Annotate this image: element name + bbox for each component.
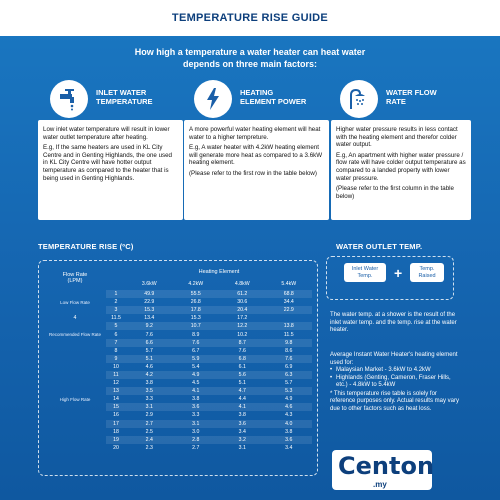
- flow-rate-cell: 18: [113, 428, 119, 435]
- temperature-cell: 20.4: [219, 306, 266, 314]
- card-text: Higher water pressure results in less contact with the heating element and therefor colder water output.: [336, 126, 458, 149]
- flow-group-label: Recommended Flow Rate: [48, 332, 102, 338]
- temperature-cell: 4.1: [173, 387, 220, 395]
- temperature-cell: 22.9: [266, 306, 313, 314]
- temperature-cell: 2.3: [145, 444, 153, 451]
- factor-title-inlet: INLET WATER TEMPERATURE: [96, 88, 153, 106]
- table-row: [44, 322, 312, 330]
- temperature-cell: 3.1: [173, 420, 220, 428]
- temperature-cell: 5.7: [145, 347, 153, 354]
- temperature-cell: 34.4: [283, 299, 294, 306]
- temperature-cell: 6.7: [192, 347, 200, 354]
- disclaimer: * This temperature rise table is solely for reference purposes only. Actual results may vary due to other factors such as heat loss.: [330, 390, 459, 412]
- card-text: Low inlet water temperature will result in lower water outlet temperature after heating.: [43, 126, 170, 141]
- temperature-cell: 4.7: [219, 387, 266, 395]
- average-heater-info: [330, 352, 462, 413]
- list-item: • Highlands (Genting, Cameron, Fraser Hills, etc.) - 4.8kW to 5.4kW: [330, 375, 462, 390]
- temperature-cell: 5.6: [219, 371, 266, 379]
- table-row: [44, 290, 312, 298]
- temperature-cell: 4.6: [145, 363, 153, 370]
- temp-raised-pill: Temp. Raised: [410, 263, 444, 282]
- factor-card-heating: [184, 120, 329, 220]
- temperature-cell: 3.6: [173, 403, 220, 411]
- lightning-icon: [194, 80, 232, 118]
- factor-card-inlet: [38, 120, 183, 220]
- temperature-cell: 8.7: [219, 339, 266, 347]
- shower-icon: [340, 80, 378, 118]
- flow-rate-header: Flow Rate (LPM): [62, 272, 88, 284]
- inlet-temp-pill: Inlet Water Temp.: [344, 263, 386, 282]
- temperature-cell: 17.8: [173, 306, 220, 314]
- temperature-cell: 2.8: [173, 436, 220, 444]
- temperature-cell: 7.6: [173, 339, 220, 347]
- outlet-section-title: WATER OUTLET TEMP.: [336, 242, 423, 251]
- temperature-cell: 7.6: [145, 331, 153, 338]
- table-section-title: TEMPERATURE RISE (ºC): [38, 242, 134, 251]
- temperature-cell: 3.8: [145, 380, 153, 387]
- temperature-cell: 5.1: [126, 355, 173, 363]
- column-header: 4.8kW: [234, 281, 250, 287]
- logo-suffix: .my: [373, 480, 387, 489]
- flow-rate-cell: 5: [106, 322, 126, 330]
- tap-icon: [50, 80, 88, 118]
- temperature-cell: 3.0: [192, 428, 200, 435]
- temperature-cell: 5.1: [238, 380, 246, 387]
- factor-title-heating: HEATING ELEMENT POWER: [240, 88, 307, 106]
- temperature-cell: 3.8: [192, 396, 200, 403]
- temperature-cell: 17.2: [237, 315, 248, 322]
- temperature-cell: 9.2: [126, 322, 173, 330]
- temperature-cell: 2.5: [145, 428, 153, 435]
- temperature-cell: 10.7: [173, 322, 220, 330]
- temperature-cell: 11.5: [283, 331, 294, 338]
- flow-rate-cell: 7: [106, 339, 126, 347]
- temperature-rise-table: [44, 266, 312, 452]
- flow-rate-cell: 10: [113, 363, 119, 370]
- temperature-cell: 13.4: [144, 315, 155, 322]
- temperature-cell: 68.8: [266, 290, 313, 298]
- factor-title-flow: WATER FLOW RATE: [386, 88, 437, 106]
- flow-rate-cell: 2: [114, 299, 118, 306]
- temperature-cell: 5.9: [173, 355, 220, 363]
- temperature-cell: 5.4: [192, 363, 200, 370]
- temperature-cell: 30.6: [237, 299, 248, 306]
- flow-rate-cell: 15: [106, 403, 126, 411]
- temperature-cell: 2.9: [145, 412, 153, 419]
- intro-text: How high a temperature a water heater can heat water depends on three main factors:: [134, 47, 366, 69]
- temperature-cell: 3.4: [238, 428, 246, 435]
- temperature-cell: 61.2: [219, 290, 266, 298]
- temperature-cell: 4.5: [192, 380, 200, 387]
- title-bar: [0, 0, 500, 36]
- temperature-cell: 49.9: [126, 290, 173, 298]
- temperature-cell: 7.6: [238, 347, 246, 354]
- temperature-cell: 3.2: [219, 436, 266, 444]
- temperature-cell: 3.5: [126, 387, 173, 395]
- list-item: • Malaysian Market - 3.6kW to 4.2kW: [330, 367, 462, 375]
- temperature-cell: 3.3: [192, 412, 200, 419]
- temperature-cell: 3.8: [238, 412, 246, 419]
- card-text: E.g, If the same heaters are used in KL City Centre and in Genting Highlands, the one used in KL City Centre will have hotter output temperature as compared to the heater that is being used in Genting Highlands.: [43, 144, 172, 182]
- temperature-cell: 11.5: [111, 315, 121, 322]
- flow-rate-cell: 8: [114, 347, 118, 354]
- temperature-cell: 22.9: [144, 299, 155, 306]
- temperature-cell: 15.3: [126, 306, 173, 314]
- temperature-cell: 3.8: [285, 428, 293, 435]
- heating-element-header: Heating Element: [198, 269, 240, 275]
- temperature-cell: 4.9: [173, 371, 220, 379]
- card-text: A more powerful water heating element will heat water to a higher tempreture.: [189, 126, 321, 141]
- outlet-explanation: The water temp. at a shower is the result of the inlet water temp. and the temp. rise at the water heater.: [330, 312, 457, 333]
- average-heater-title: Average Instant Water Heater's heating element used for:: [330, 352, 458, 366]
- flow-rate-cell: 16: [113, 412, 119, 419]
- flow-rate-cell: 1: [106, 290, 126, 298]
- temperature-cell: 4.4: [238, 396, 246, 403]
- temperature-cell: 4.9: [285, 396, 293, 403]
- flow-rate-cell: 11: [106, 371, 126, 379]
- factor-card-flow: [331, 120, 471, 220]
- column-header: 3.6kW: [141, 281, 157, 287]
- table-row: [44, 347, 312, 355]
- temperature-cell: 2.7: [126, 420, 173, 428]
- temperature-cell: 10.2: [237, 331, 248, 338]
- temperature-cell: 3.6: [266, 436, 313, 444]
- card-text: E.g, A water heater with 4.2kW heating element will generate more heat as compared to a 3.6kW heating element.: [189, 144, 323, 167]
- logo-text: Centon: [338, 452, 435, 480]
- temperature-cell: 4.0: [266, 420, 313, 428]
- flow-rate-cell: 3: [106, 306, 126, 314]
- column-header: 5.4kW: [281, 281, 297, 287]
- flow-rate-cell: 12: [113, 380, 119, 387]
- flow-rate-cell: 17: [106, 420, 126, 428]
- temperature-cell: 3.1: [238, 444, 246, 451]
- temperature-cell: 6.1: [238, 363, 246, 370]
- temperature-cell: 8.9: [192, 331, 200, 338]
- temperature-cell: 4.3: [285, 412, 293, 419]
- flow-rate-cell: 4: [73, 315, 77, 322]
- temperature-cell: 2.7: [192, 444, 200, 451]
- temperature-cell: 6.8: [219, 355, 266, 363]
- flow-rate-cell: 14: [113, 396, 119, 403]
- column-header: 4.2kW: [188, 281, 204, 287]
- flow-rate-cell: 19: [106, 436, 126, 444]
- temperature-cell: 4.1: [219, 403, 266, 411]
- temperature-cell: 2.4: [126, 436, 173, 444]
- table-row: [44, 314, 312, 322]
- card-text: (Please refer to the first row in the table below): [189, 169, 317, 177]
- temperature-cell: 7.6: [266, 355, 313, 363]
- temperature-cell: 6.6: [126, 339, 173, 347]
- temperature-cell: 3.3: [145, 396, 153, 403]
- flow-rate-cell: 20: [113, 444, 119, 451]
- temperature-cell: 6.9: [285, 363, 293, 370]
- temperature-cell: 8.6: [285, 347, 293, 354]
- temperature-cell: 13.8: [266, 322, 313, 330]
- temperature-cell: 5.3: [266, 387, 313, 395]
- temperature-cell: 4.2: [126, 371, 173, 379]
- temperature-cell: 15.3: [190, 315, 201, 322]
- flow-rate-cell: 6: [114, 331, 118, 338]
- flow-rate-cell: 9: [106, 355, 126, 363]
- temperature-cell: 3.6: [219, 420, 266, 428]
- temperature-cell: 9.8: [266, 339, 313, 347]
- flow-group-label: High Flow Rate: [59, 396, 91, 402]
- temperature-cell: 5.7: [285, 380, 293, 387]
- temperature-cell: 3.1: [126, 403, 173, 411]
- card-text: E.g, An apartment with higher water pressure / flow rate will have colder output temperature as compared to a landed property with lower water pressure.: [336, 151, 466, 182]
- temperature-cell: 55.5: [173, 290, 220, 298]
- temperature-cell: 26.8: [190, 299, 201, 306]
- flow-rate-cell: 13: [106, 387, 126, 395]
- card-text: (Please refer to the first column in the table below): [336, 185, 454, 200]
- temperature-cell: 4.6: [266, 403, 313, 411]
- page-title: TEMPERATURE RISE GUIDE: [171, 12, 329, 24]
- temperature-cell: 12.2: [219, 322, 266, 330]
- temperature-cell: 3.4: [285, 444, 293, 451]
- plus-sign: +: [394, 265, 403, 281]
- flow-group-label: Low Flow Rate: [60, 299, 90, 305]
- temperature-cell: 6.3: [266, 371, 313, 379]
